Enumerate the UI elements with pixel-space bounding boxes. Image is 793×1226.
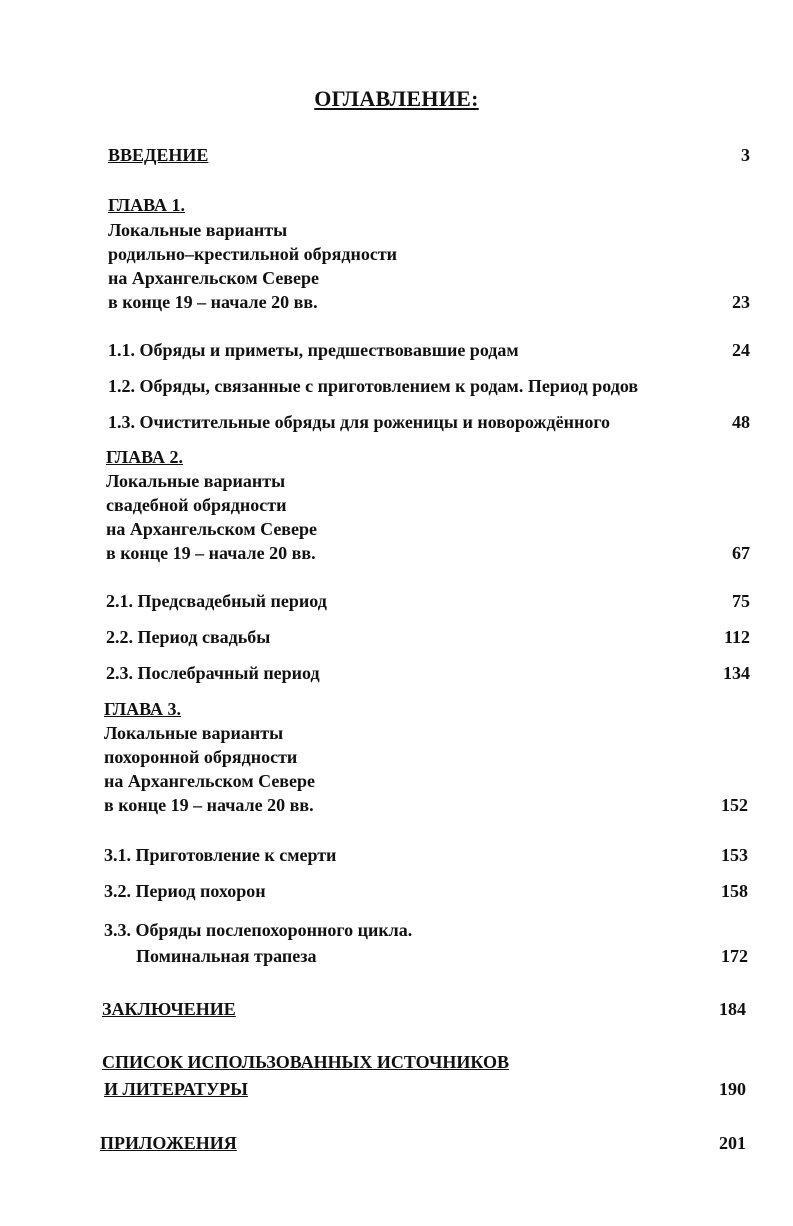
toc-sources-page: 190	[719, 1079, 746, 1099]
section-1-3: 1.3. Очистительные обряды для роженицы и новорождённого	[108, 412, 611, 432]
section-3-2: 3.2. Период похорон	[104, 881, 266, 901]
chapter1-line: Локальные варианты	[108, 220, 288, 240]
toc-conclusion-page: 184	[719, 999, 746, 1019]
section-2-2-page: 112	[723, 627, 750, 647]
toc-sources-line2: И ЛИТЕРАТУРЫ	[104, 1079, 248, 1099]
section-2-3: 2.3. Послебрачный период	[106, 663, 320, 683]
section-3-1-page: 153	[721, 845, 748, 865]
chapter2-line: на Архангельском Севере	[106, 519, 318, 539]
section-3-3-continuation: Поминальная трапеза	[136, 946, 317, 966]
chapter3-heading: ГЛАВА 3.	[104, 699, 182, 719]
section-1-3-page: 48	[732, 412, 750, 432]
section-1-2: 1.2. Обряды, связанные с приготовлением к родам. Период родов	[108, 376, 639, 396]
chapter2-line: в конце 19 – начале 20 вв.	[106, 543, 316, 563]
toc-intro-page: 3	[741, 145, 750, 165]
section-3-3: 3.3. Обряды послепохоронного цикла.	[104, 920, 413, 940]
section-3-1: 3.1. Приготовление к смерти	[104, 845, 337, 865]
section-2-1: 2.1. Предсвадебный период	[106, 591, 327, 611]
chapter3-page: 152	[721, 795, 748, 815]
chapter3-line: Локальные варианты	[104, 723, 284, 743]
toc-intro-label: ВВЕДЕНИЕ	[108, 145, 209, 165]
chapter1-line: в конце 19 – начале 20 вв.	[108, 292, 318, 312]
section-2-1-page: 75	[732, 591, 750, 611]
toc-appendix-label: ПРИЛОЖЕНИЯ	[100, 1133, 237, 1153]
toc-sources-line1: СПИСОК ИСПОЛЬЗОВАННЫХ ИСТОЧНИКОВ	[102, 1052, 509, 1072]
section-1-1: 1.1. Обряды и приметы, предшествовавшие родам	[108, 340, 519, 360]
section-3-2-page: 158	[721, 881, 748, 901]
section-1-1-page: 24	[732, 340, 750, 360]
chapter1-line: на Архангельском Севере	[108, 268, 320, 288]
chapter2-line: Локальные варианты	[106, 471, 286, 491]
section-2-2: 2.2. Период свадьбы	[106, 627, 271, 647]
toc-conclusion-label: ЗАКЛЮЧЕНИЕ	[102, 999, 236, 1019]
chapter3-line: в конце 19 – начале 20 вв.	[104, 795, 314, 815]
chapter3-line: на Архангельском Севере	[104, 771, 316, 791]
chapter3-line: похоронной обрядности	[104, 747, 298, 767]
chapter1-heading: ГЛАВА 1.	[108, 195, 186, 215]
section-3-3-page: 172	[721, 946, 748, 966]
chapter2-heading: ГЛАВА 2.	[106, 447, 184, 467]
chapter2-page: 67	[732, 543, 750, 563]
chapter1-line: родильно–крестильной обрядности	[108, 244, 398, 264]
section-2-3-page: 134	[723, 663, 750, 683]
chapter1-page: 23	[732, 292, 750, 312]
chapter2-line: свадебной обрядности	[106, 495, 287, 515]
toc-appendix-page: 201	[719, 1133, 746, 1153]
page-title: ОГЛАВЛЕНИЕ:	[314, 86, 479, 111]
